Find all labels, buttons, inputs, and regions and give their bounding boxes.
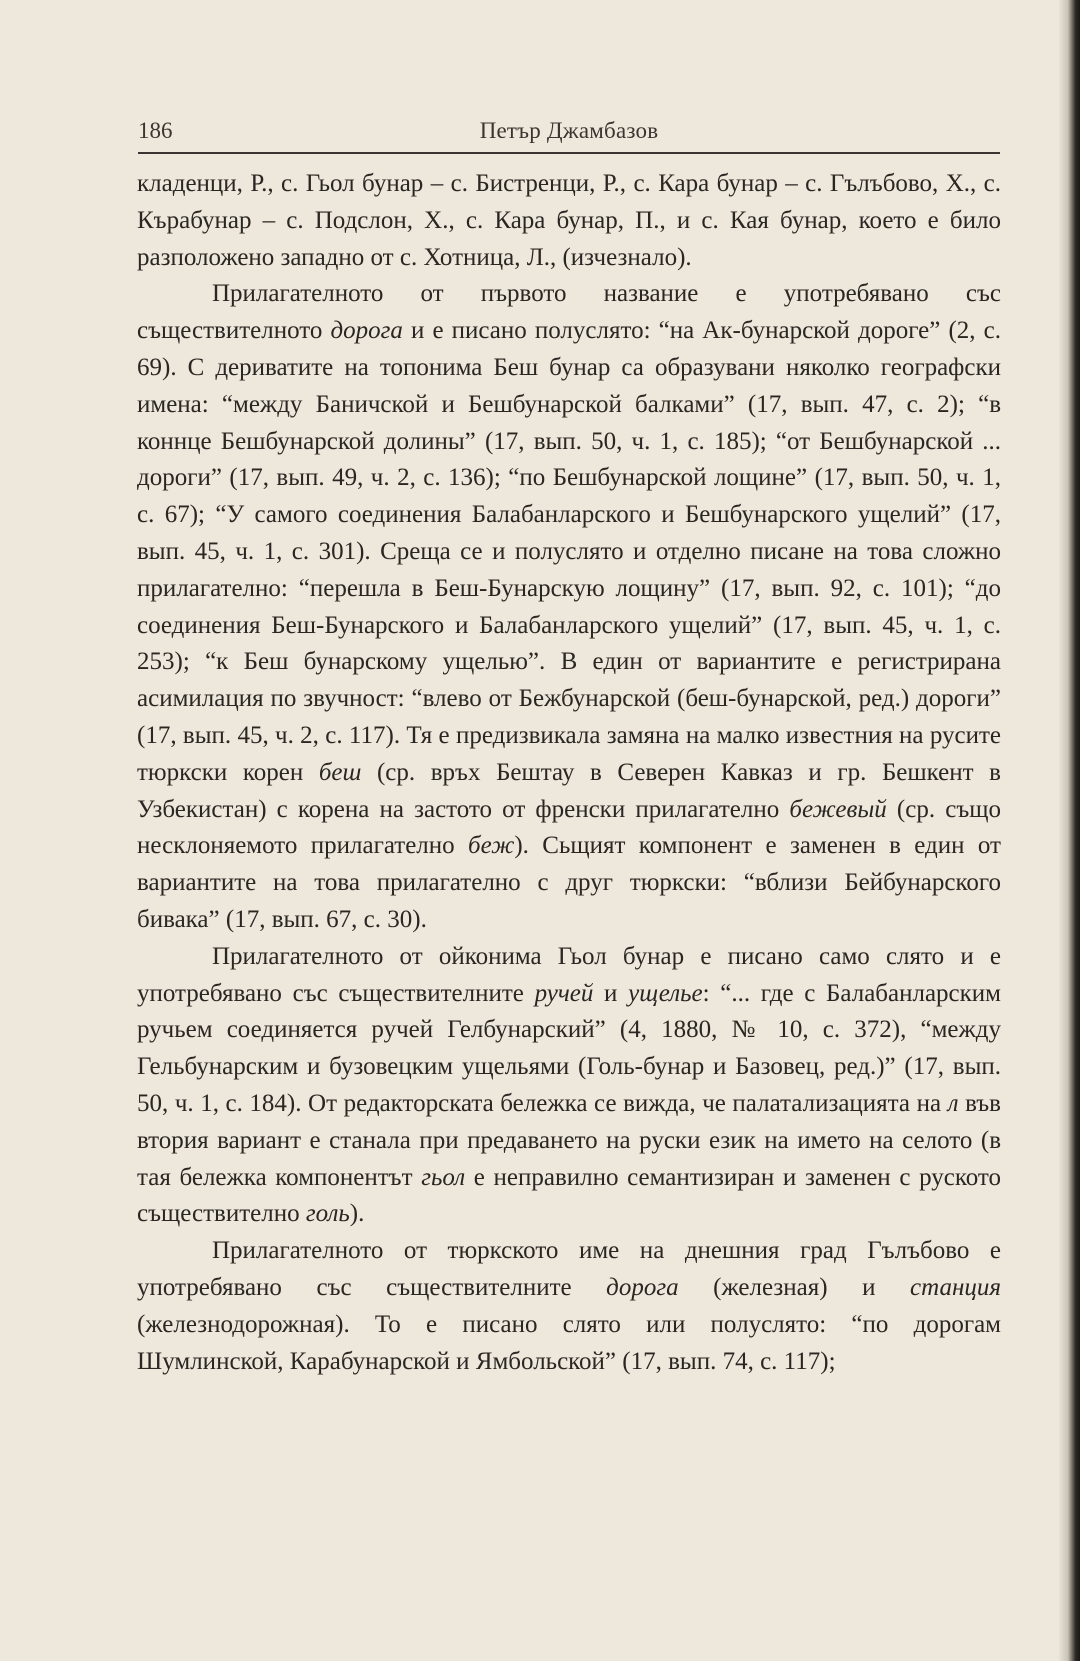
italic-term: станция xyxy=(910,1273,1002,1301)
text-run: (железнодорожная). То е писано слято или полуслято: “по дорогам Шумлинской, Карабунарской и Ямбольской” (17, вып. 74, с. 117); xyxy=(137,1310,1001,1375)
text-run: ). Сьщият компонент е заменен в един от вариантите на това прилагателно с друг тюркски: “вблизи Бейбунарского бивака” (17, вып. 67, с. 30). xyxy=(137,832,1001,933)
italic-term: дорога xyxy=(330,317,403,345)
text-run: Прилагателното от ойконима Гьол бунар е писано само слято и е употребявано със съществителните xyxy=(137,942,1001,1007)
italic-term: дорога xyxy=(606,1273,679,1301)
running-header xyxy=(138,118,1000,148)
text-run: е неправилно семантизиран и заменен с руското съществително xyxy=(137,1163,1001,1228)
text-run: (ср. връх Бештау в Северен Кавказ и гр. Бешкент в Узбекистан) с корена на застото от френски прилагателно xyxy=(137,758,1001,823)
italic-term: л xyxy=(947,1089,959,1117)
text-run: Прилагателното от първото название е употребявано със съществителното xyxy=(137,280,1001,345)
italic-term: беш xyxy=(318,758,362,786)
text-run: кладенци, Р., с. Гьол бунар – с. Бистренци, Р., с. Кара бунар – с. Гълъбово, Х., с. Кърабунар – с. Подслон, Х., с. Кара бунар, П., и с. Кая бунар, което е било разположено западно от с. Хотница, Л., (изчезнало). xyxy=(137,170,1001,271)
paragraph xyxy=(137,939,1001,1233)
text-run: ). xyxy=(349,1200,365,1228)
italic-term: ручей xyxy=(534,979,594,1007)
text-run: : “... где с Балабанларским ручьем соединяется ручей Гелбунарский” (4, 1880, № 10, с. 372), “между Гельбунарским и бузовецким ущельями (Голь-бунар и Базовец, ред.)” (17, вып. 50, ч. 1, с. 184). От редакторската бележка се вижда, че палатализацията на xyxy=(137,979,1002,1117)
italic-term: беж xyxy=(468,832,515,860)
italic-term: ущелье xyxy=(628,979,703,1007)
page-number: 186 xyxy=(138,118,173,143)
running-title: Петър Джамбазов xyxy=(479,118,659,143)
paragraph xyxy=(137,1233,1001,1380)
italic-term: бежевый xyxy=(789,795,887,823)
paragraph xyxy=(137,276,1001,938)
text-run: (ср. също несклоняемото прилагателно xyxy=(137,795,1001,860)
body-text xyxy=(137,166,1001,1380)
page-edge-shadow xyxy=(1058,0,1080,1661)
paragraph xyxy=(137,166,1001,276)
text-run: във втория вариант е станала при предаването на руски език на името на селото (в тая бележка компонентът xyxy=(137,1089,1001,1191)
header-rule xyxy=(138,152,1000,154)
text-run: (железная) и xyxy=(678,1273,911,1301)
text-run: и xyxy=(593,979,629,1007)
italic-term: гьол xyxy=(421,1163,466,1191)
italic-term: голь xyxy=(305,1200,350,1228)
text-run: Прилагателното от тюркското име на днешния град Гълъбово е употребявано със съществителните xyxy=(137,1237,1001,1301)
text-run: и е писано полуслято: “на Ак-бунарской дороге” (2, с. 69). С дериватите на топонима Беш бунар са образувани няколко географски имена: “между Баничской и Бешбунарской балками” (17, вып. 47, с. 2); “в коннце Бешбунарской долины” (17, вып. 50, ч. 1, с. 185); “от Бешбунарской ... дороги” (17, вып. 49, ч. 2, с. 136); “по Бешбунарской лощине” (17, вып. 50, ч. 1, с. 67); “У самого соединения Балабанларского и Бешбунарского ущелий” (17, вып. 45, ч. 1, с. 301). Среща се и полуслято и отделно писане на това сложно прилагателно: “перешла в Беш-Бунарскую лощину” (17, вып. 92, с. 101); “до соединения Беш-Бунарского и Балабанларского ущелий” (17, вып. 45, ч. 1, с. 253); “к Беш бунарскому ущелью”. В един от вариантите е регистрирана асимилация по звучност: “влево от Бежбунарской (беш-бунарской, ред.) дороги” (17, вып. 45, ч. 2, с. 117). Тя е предизвикала замяна на малко известния на русите тюркски корен xyxy=(137,317,1001,786)
